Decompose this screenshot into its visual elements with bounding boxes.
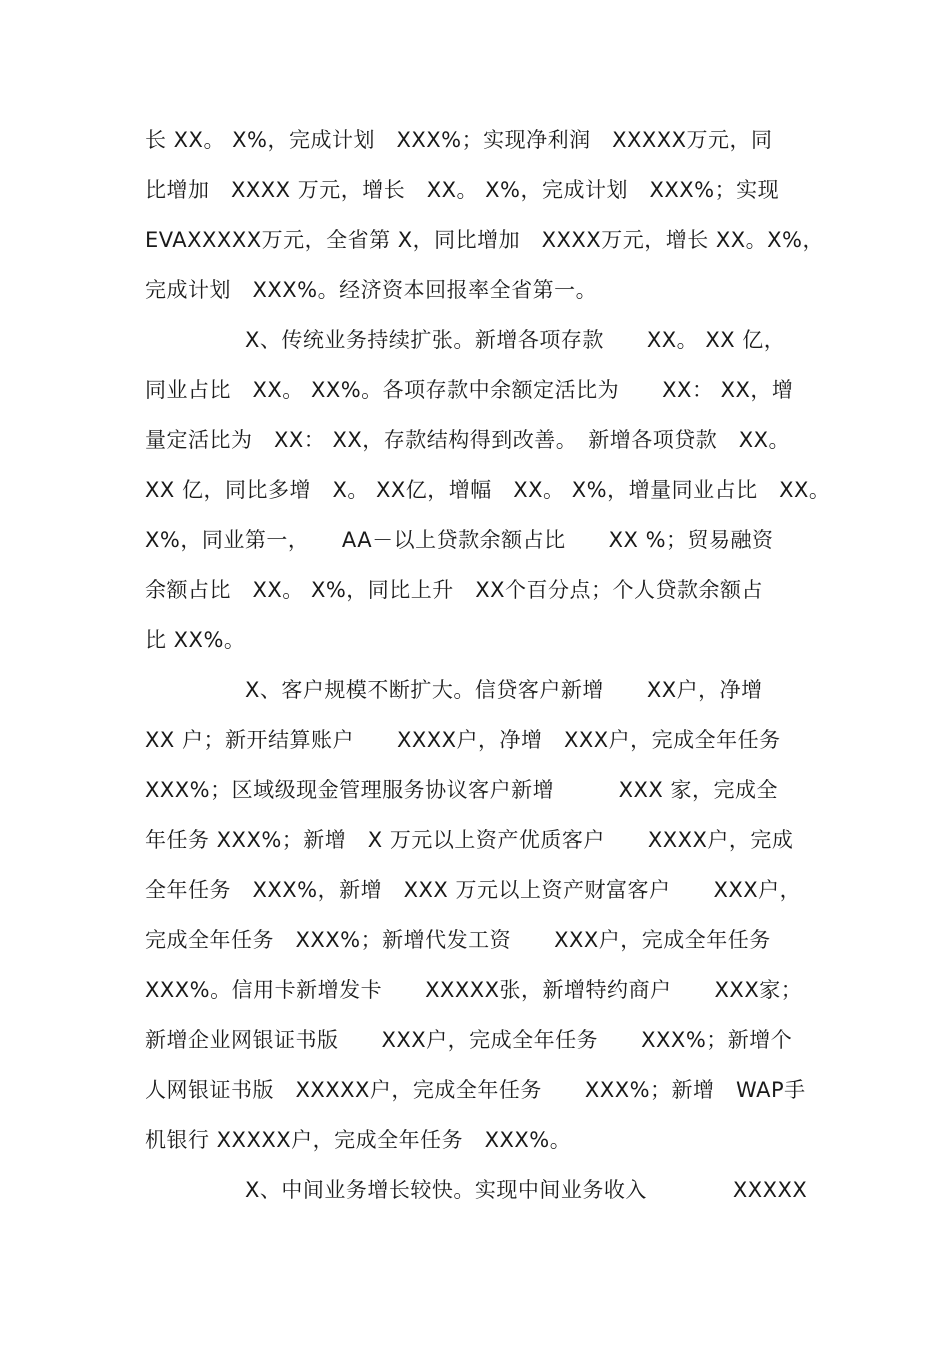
text-line: 比增加 XXXX 万元，增长 XX。 X%，完成计划 XXX%；实现 [145, 178, 780, 202]
text-line: 人网银证书版 XXXXX户，完成全年任务 XXX%；新增 WAP手 [145, 1078, 806, 1102]
paragraph-heading-line: X、传统业务持续扩张。新增各项存款 XX。 XX 亿， [245, 328, 786, 352]
paragraph-heading-line: X、中间业务增长较快。实现中间业务收入 XXXXX [245, 1178, 808, 1202]
text-line: XXX%；区域级现金管理服务协议客户新增 XXX 家，完成全 [145, 778, 778, 802]
text-line: 余额占比 XX。 X%，同比上升 XX个百分点；个人贷款余额占 [145, 578, 764, 602]
text-line: XX 亿，同比多增 X。 XX亿，增幅 XX。 X%，增量同业占比 XX。 [145, 478, 831, 502]
text-line: 长 XX。 X%，完成计划 XXX%；实现净利润 XXXXX万元，同 [145, 128, 773, 152]
text-line: 机银行 XXXXX户，完成全年任务 XXX%。 [145, 1128, 572, 1152]
text-line: 年任务 XXX%；新增 X 万元以上资产优质客户 XXXX户，完成 [145, 828, 794, 852]
text-line: 新增企业网银证书版 XXX户，完成全年任务 XXX%；新增个 [145, 1028, 793, 1052]
text-line: XX 户；新开结算账户 XXXX户，净增 XXX户，完成全年任务 [145, 728, 781, 752]
text-line: 同业占比 XX。 XX%。各项存款中余额定活比为 XX： XX，增 [145, 378, 794, 402]
text-line: X%，同业第一， AA－以上贷款余额占比 XX %；贸易融资 [145, 528, 774, 552]
paragraph-heading-line: X、客户规模不断扩大。信贷客户新增 XX户，净增 [245, 678, 763, 702]
text-line: 量定活比为 XX： XX，存款结构得到改善。 新增各项贷款 XX。 [145, 428, 790, 452]
text-line: XXX%。信用卡新增发卡 XXXXX张，新增特约商户 XXX家； [145, 978, 803, 1002]
text-line: 比 XX%。 [145, 628, 246, 652]
text-line: EVAXXXXX万元，全省第 X，同比增加 XXXX万元，增长 XX。X%， [145, 228, 824, 252]
text-line: 全年任务 XXX%，新增 XXX 万元以上资产财富客户 XXX户， [145, 878, 802, 902]
text-line: 完成计划 XXX%。经济资本回报率全省第一。 [145, 278, 598, 302]
text-line: 完成全年任务 XXX%；新增代发工资 XXX户，完成全年任务 [145, 928, 771, 952]
